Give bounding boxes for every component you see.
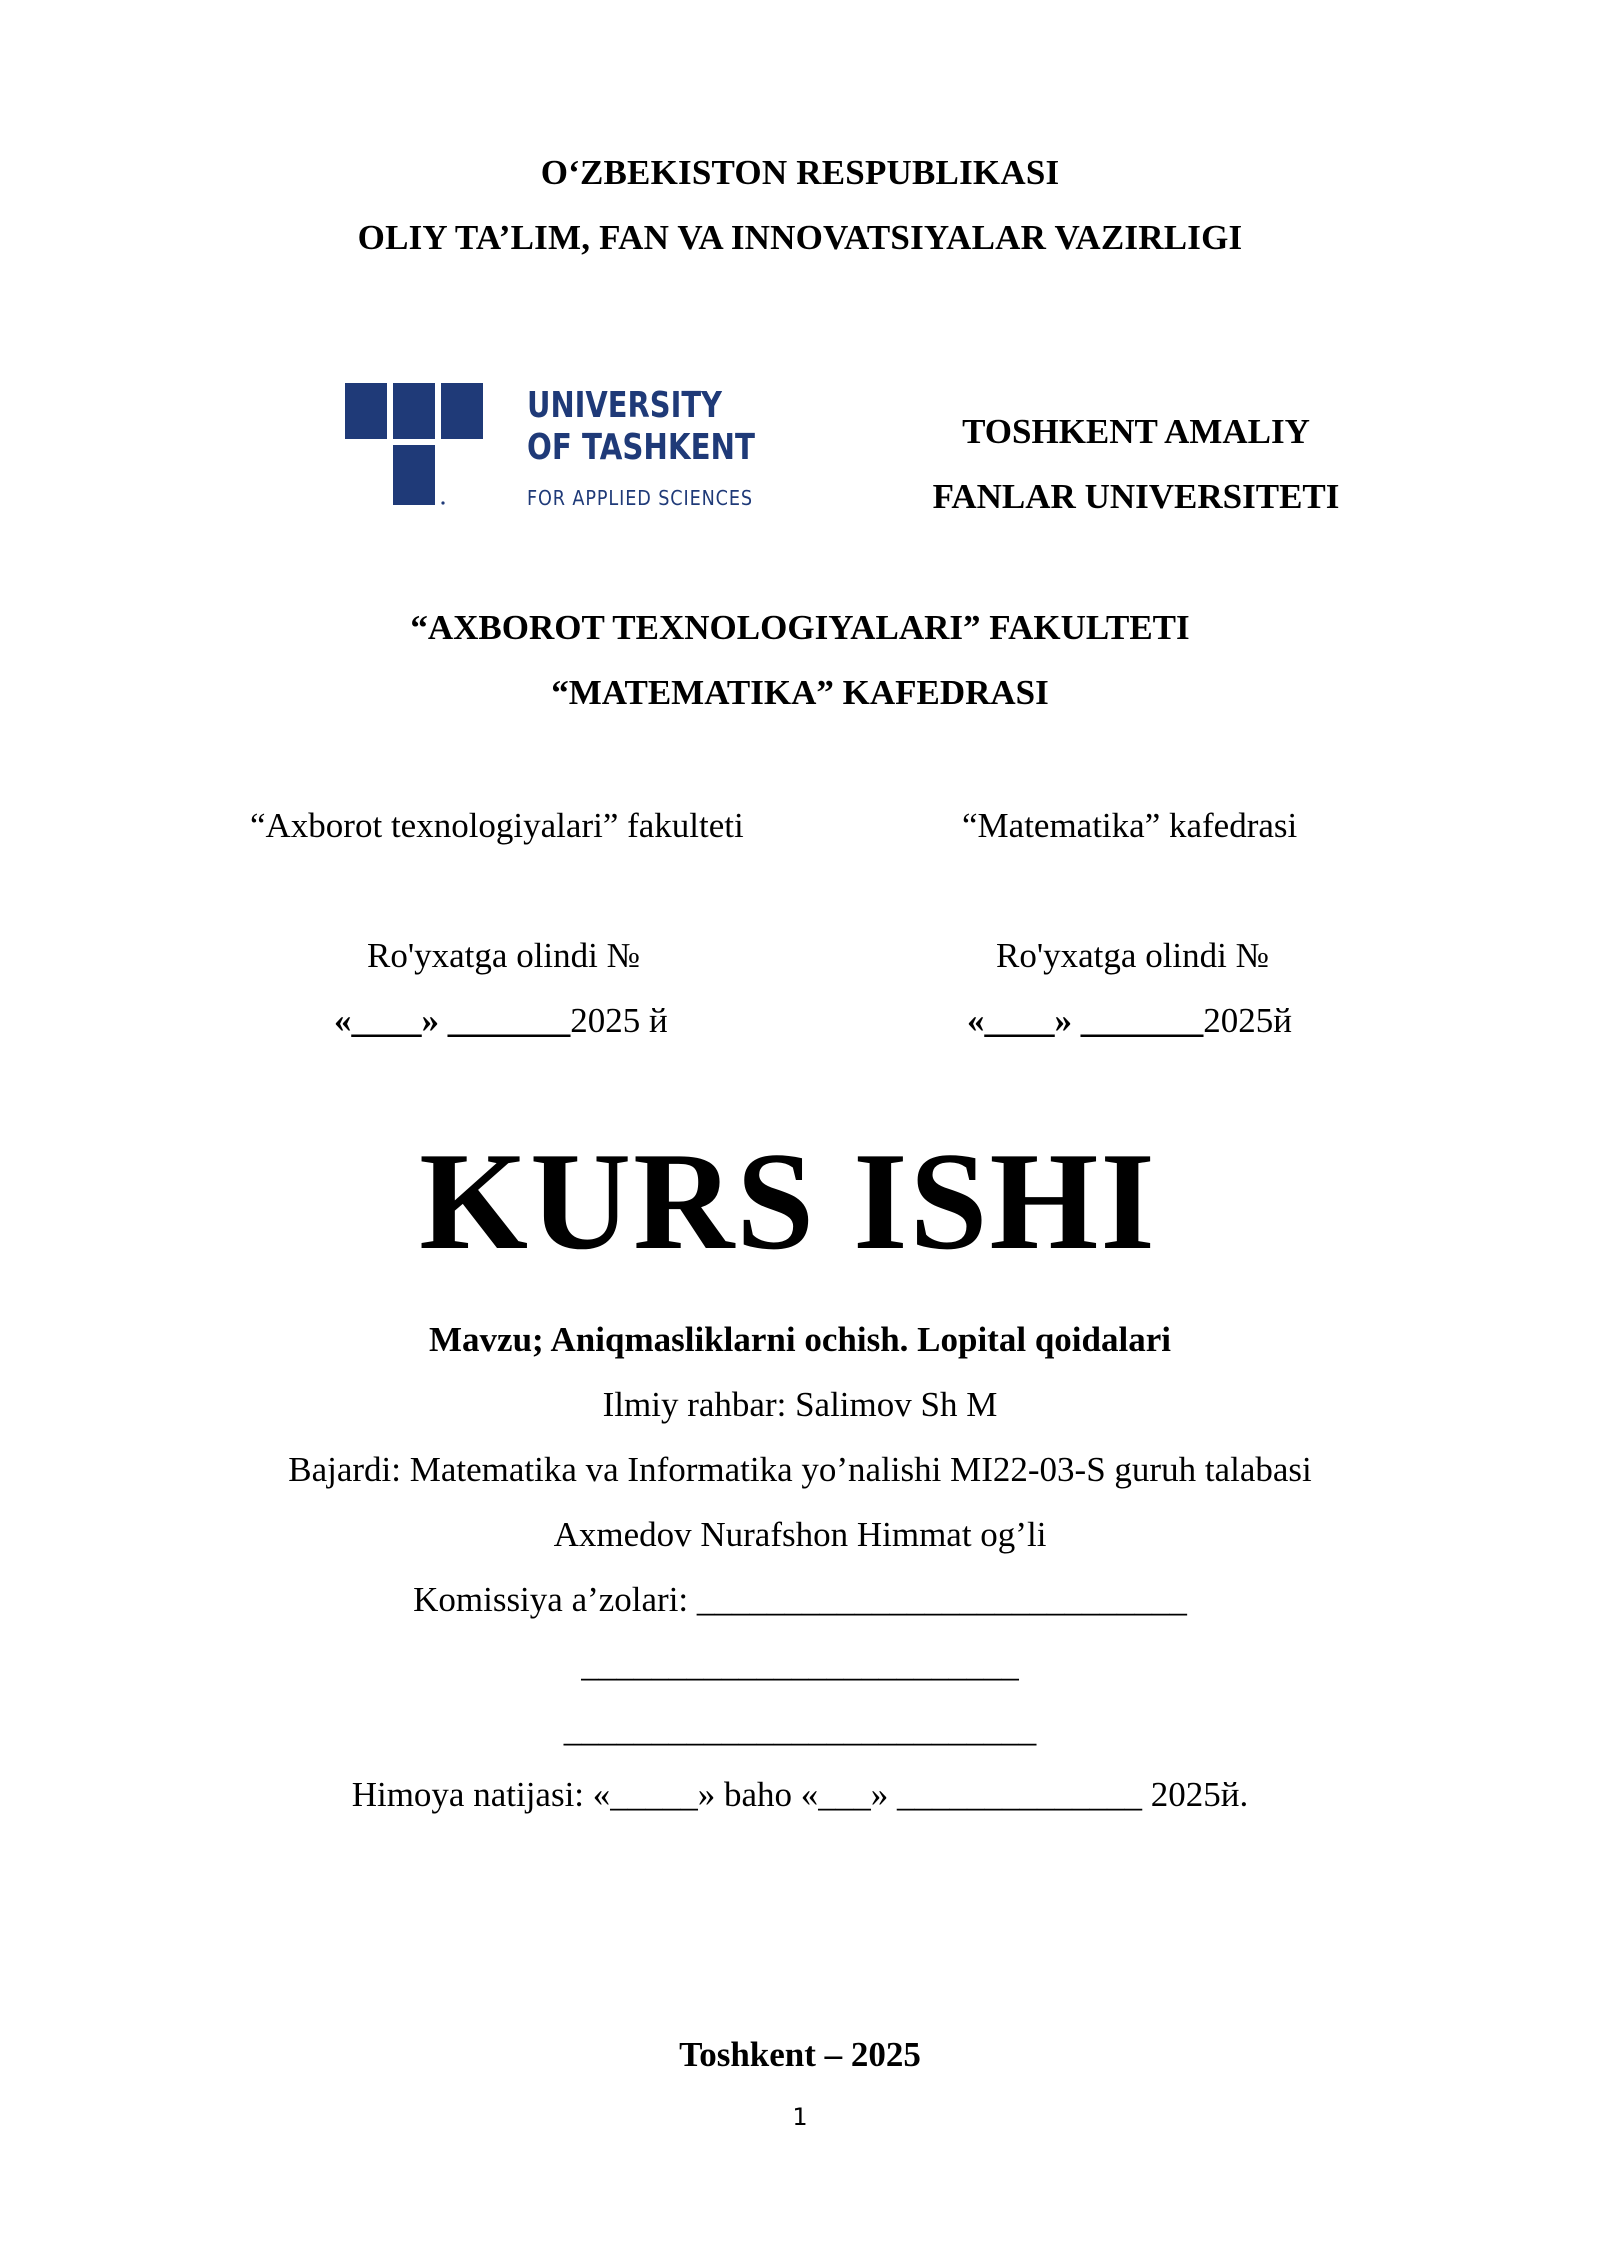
university-name-line1: TOSHKENT AMALIY [962,412,1310,451]
university-logo [345,383,765,513]
logo-text-of-tashkent: OF TASHKENT [527,427,756,468]
commission-blank-line-3: ___________________________ [563,1710,1037,1749]
page-number: 1 [792,2103,808,2131]
defense-result-line: Himoya natijasi: «_____» baho «___» ______________ 2025й. [351,1775,1249,1814]
date-quote-open: « [967,1001,985,1040]
ministry-header-line1: O‘ZBEKISTON RESPUBLIKASI [540,153,1060,192]
date-blank-month: _______ [1080,1001,1204,1040]
logo-mark-icon [345,383,483,505]
date-quote-close: » [1054,1001,1072,1040]
faculty-title: “AXBOROT TEXNOLOGIYALARI” FAKULTETI [410,608,1190,647]
city-year: Toshkent – 2025 [679,2035,921,2074]
registration-right-label: Ro'yxatga olindi № [996,936,1270,975]
registration-right-date [967,1001,1292,1041]
logo-text-applied-sciences: FOR APPLIED SCIENCES [527,486,753,510]
registration-left-date [334,1001,668,1041]
student-name-line: Axmedov Nurafshon Himmat og’li [553,1515,1047,1554]
supervisor-line: Ilmiy rahbar: Salimov Sh M [602,1385,998,1424]
topic-line: Mavzu; Aniqmasliklarni ochish. Lopital qoidalari [429,1320,1171,1359]
registration-left-label: Ro'yxatga olindi № [367,936,641,975]
date-year: 2025й [1203,1001,1292,1040]
performer-line: Bajardi: Matematika va Informatika yo’nalishi MI22-03-S guruh talabasi [288,1450,1312,1489]
date-year: 2025 й [570,1001,668,1040]
ministry-header-line2: OLIY TA’LIM, FAN VA INNOVATSIYALAR VAZIRLIGI [357,218,1243,257]
commission-blank-line-2: _________________________ [581,1645,1019,1684]
date-quote-open: « [334,1001,352,1040]
date-blank-day: ____ [351,1001,422,1040]
logo-text-university: UNIVERSITY [527,385,723,426]
registration-left-unit: “Axborot texnologiyalari” fakulteti [250,806,744,845]
date-blank-month: _______ [447,1001,571,1040]
registration-right-unit: “Matematika” kafedrasi [962,806,1298,845]
date-blank-day: ____ [984,1001,1055,1040]
date-quote-close: » [421,1001,439,1040]
university-name-line2: FANLAR UNIVERSITETI [932,477,1340,516]
document-title: KURS ISHI [419,1124,1157,1279]
department-title: “MATEMATIKA” KAFEDRASI [551,673,1049,712]
commission-line: Komissiya a’zolari: ____________________________ [413,1580,1187,1619]
